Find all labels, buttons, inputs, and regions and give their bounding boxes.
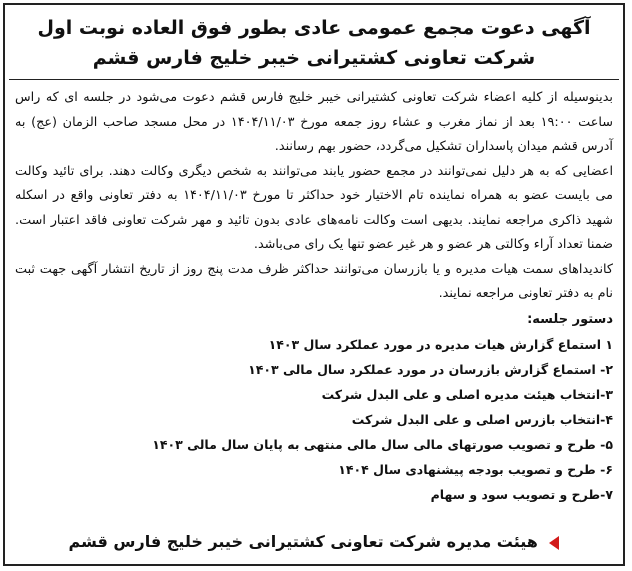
paragraph-invitation: بدینوسیله از کلیه اعضاء شرکت تعاونی کشتیرانی خیبر خلیج فارس قشم دعوت می‌شود در جلسه ای که راس ساعت ۱۹:۰۰ بعد از نماز مغرب و عشاء روز جمعه مورخ ۱۴۰۴/۱۱/۰۳ در محل مسجد صاحب الزمان (عج) به آدرس قشم میدان پاسداران تشکیل می‌گردد، حضور بهم رسانند. [15,90,613,154]
agenda-item: ۴-انتخاب بازرس اصلی و علی البدل شرکت [351,411,613,427]
title-divider [9,79,619,80]
agenda-list [9,332,619,507]
agenda-item: ۷-طرح و تصویب سود و سهام [430,486,613,502]
notice-body [9,86,619,307]
agenda-item: ۶- طرح و تصویب بودجه پیشنهادی سال ۱۴۰۴ [338,461,613,477]
signature-text: هیئت مدیره شرکت تعاونی کشتیرانی خیبر خلیج فارس قشم [68,532,538,551]
agenda-heading: دستور جلسه: [527,311,613,327]
paragraph-candidates: کاندیداهای سمت هیات مدیره و یا بازرسان می‌توانند حداکثر ظرف مدت پنج روز از تاریخ انتشار آگهی جهت ثبت نام به دفتر تعاونی مراجعه نمایند. [15,261,613,301]
agenda-item: ۳-انتخاب هیئت مدیره اصلی و علی البدل شرکت [321,386,613,402]
agenda-item: ۱ استماع گزارش هیات مدیره در مورد عملکرد سال ۱۴۰۳ [268,336,613,352]
notice-title [9,13,619,73]
paragraph-proxy: اعضایی که به هر دلیل نمی‌توانند در مجمع حضور یابند می‌توانند به شخص دیگری وکالت دهند. برای تائید وکالت می بایست عضو به همراه نماینده تام الاختیار خود حداکثر تا مورخ ۱۴۰۴/۱۱/۰۳ به دفتر تعاونی واقع در اسکله شهید ذاکری مراجعه نمایند. بدیهی است وکالت نامه‌های عادی بدون تائید و مهر شرکت تعاونی فاقد اعتبار است. ضمنا تعداد آراء وکالتی هر عضو و هر غیر عضو تنها یک رای می‌باشد. [15,163,613,252]
notice-frame [3,3,625,566]
agenda-item: ۲- استماع گزارش بازرسان در مورد عملکرد سال مالی ۱۴۰۳ [248,361,613,377]
title-line-1: آگهی دعوت مجمع عمومی عادی بطور فوق العاده نوبت اول [37,17,591,39]
title-line-2: شرکت تعاونی کشتیرانی خیبر خلیج فارس قشم [92,47,536,69]
triangle-marker-icon [549,536,559,550]
notice-content [9,9,619,560]
signature-footer [9,530,619,554]
agenda-item: ۵- طرح و تصویب صورتهای مالی سال مالی منتهی به پایان سال مالی ۱۴۰۳ [152,436,613,452]
